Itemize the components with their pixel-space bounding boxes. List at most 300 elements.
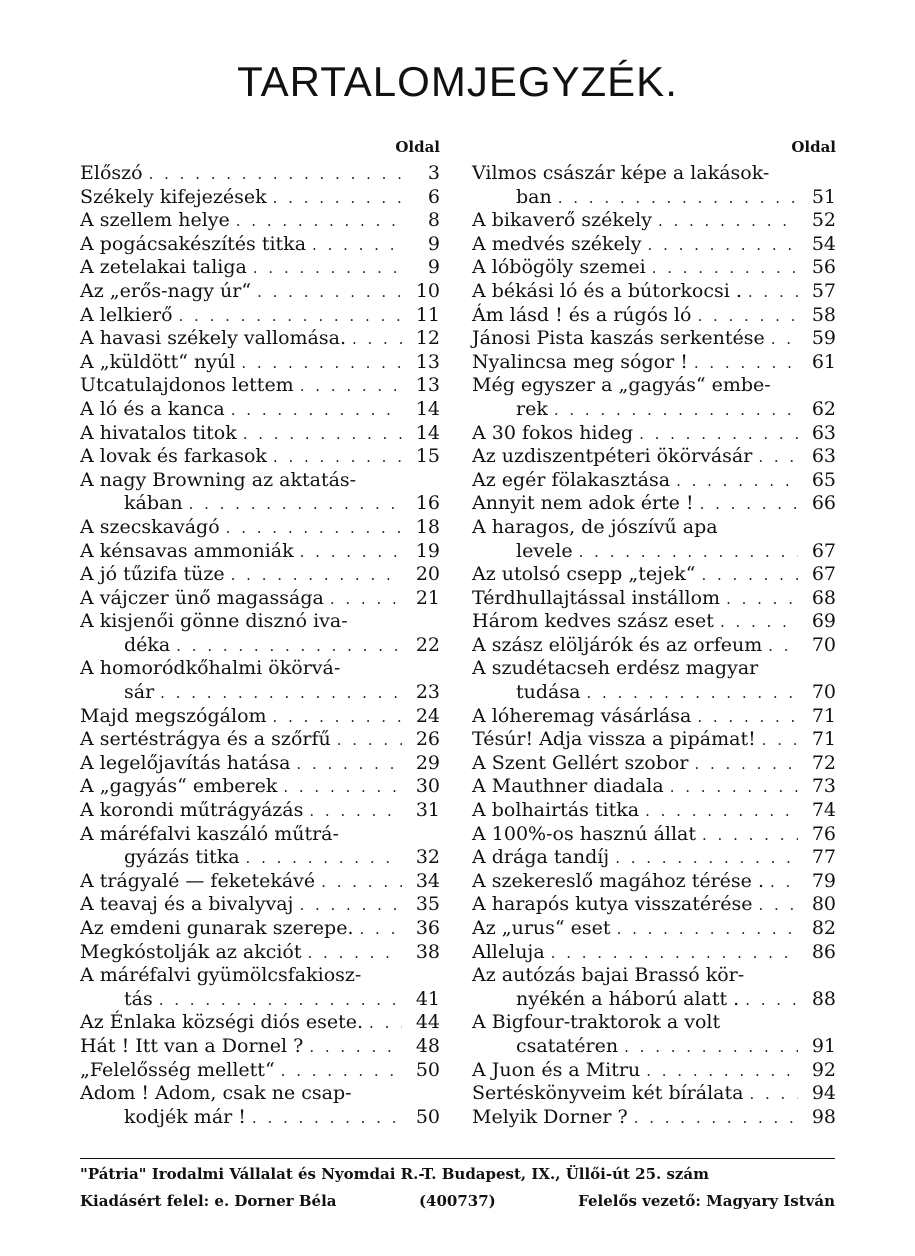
toc-entry-title: A szász elöljárók és az orfeum — [472, 633, 763, 656]
toc-right-column — [472, 138, 836, 1129]
dot-leader — [749, 1083, 798, 1107]
toc-entry-page: 80 — [811, 893, 836, 916]
dot-leader — [768, 635, 798, 659]
dot-leader — [758, 446, 798, 470]
toc-entry — [472, 563, 836, 587]
toc-entry — [80, 304, 440, 328]
toc-entry — [472, 634, 836, 658]
dot-leader — [586, 682, 798, 706]
dot-leader — [697, 706, 798, 730]
toc-entry — [472, 1059, 836, 1083]
toc-entry-title: Térdhullajtással instállom — [472, 586, 721, 609]
dot-leader — [554, 399, 798, 423]
toc-entry — [80, 469, 440, 493]
toc-entry — [80, 705, 440, 729]
toc-entry-page: 98 — [811, 1105, 836, 1128]
toc-entry-page: 56 — [811, 256, 836, 279]
toc-entry — [472, 893, 836, 917]
dot-leader — [646, 1060, 798, 1084]
toc-entry-page: 57 — [811, 279, 836, 302]
toc-entry — [80, 563, 440, 587]
toc-entry-title: A lóbögöly szemei — [472, 256, 646, 279]
toc-entry — [472, 374, 836, 398]
toc-entry-title: Még egyszer a „gagyás“ embe- — [472, 374, 771, 397]
toc-entry-page: 29 — [415, 751, 440, 774]
toc-entry — [80, 917, 440, 941]
toc-entry — [80, 988, 440, 1012]
toc-entry-title: Az autózás bajai Brassó kör- — [472, 964, 745, 987]
toc-entry — [80, 374, 440, 398]
toc-entry-page: 35 — [415, 893, 440, 916]
toc-entry — [472, 941, 836, 965]
toc-entry-title: levele — [516, 539, 573, 562]
toc-entry — [80, 516, 440, 540]
imprint-footer — [80, 1158, 835, 1213]
toc-entry-title: A zetelakai taliga — [80, 256, 247, 279]
dot-leader — [645, 800, 798, 824]
dot-leader — [758, 894, 798, 918]
toc-entry-title: A máréfalvi kaszáló műtrá- — [80, 822, 339, 845]
toc-entry — [80, 280, 440, 304]
toc-entry — [472, 775, 836, 799]
toc-entry — [472, 1106, 836, 1130]
toc-entry-title: A máréfalvi gyümölcsfakiosz- — [80, 964, 362, 987]
toc-list-right — [472, 162, 836, 1129]
toc-entry-title: A nagy Browning az aktatás- — [80, 468, 357, 491]
toc-entry-title: Tésúr! Adja vissza a pipámat! — [472, 728, 756, 751]
toc-entry-page: 23 — [415, 681, 440, 704]
dot-leader — [176, 635, 402, 659]
imprint-line-1 — [80, 1163, 835, 1186]
dot-leader — [179, 305, 402, 329]
toc-entry-title: A lelkierő — [80, 303, 173, 326]
toc-entry-title: Az „urus“ eset — [472, 917, 611, 939]
toc-entry-title: Hát ! Itt van a Dornel ? — [80, 1034, 304, 1057]
toc-entry-page: 79 — [811, 869, 836, 892]
toc-entry-page: 70 — [811, 633, 836, 656]
toc-entry-title: A Juon és a Mitru — [472, 1058, 641, 1081]
toc-entry-title: A sertéstrágya és a szőrfű — [80, 728, 331, 751]
dot-leader — [670, 776, 798, 800]
toc-entry — [80, 634, 440, 658]
toc-entry — [472, 492, 836, 516]
toc-entry-title: A lovak és farkasok — [80, 445, 267, 468]
dot-leader — [149, 163, 402, 187]
toc-left-column — [80, 138, 440, 1129]
toc-entry — [472, 681, 836, 705]
toc-entry-title: A 100%-os hasznú állat — [472, 822, 697, 845]
toc-entry-title: A Szent Gellért szobor — [472, 751, 689, 774]
toc-entry-title: Az utolsó csepp „tejek“ — [472, 563, 696, 586]
toc-entry-title: „Felelősség mellett“ — [80, 1058, 275, 1081]
dot-leader — [770, 871, 798, 895]
toc-entry-page: 19 — [415, 539, 440, 562]
toc-entry — [80, 1082, 440, 1106]
toc-entry-page: 72 — [811, 751, 836, 774]
toc-entry-page: 34 — [415, 869, 440, 892]
toc-entry-title: Három kedves szász eset — [472, 610, 714, 633]
dot-leader — [236, 210, 402, 234]
dot-leader — [159, 989, 402, 1013]
toc-entry-title: A szekereslő magához térése . — [472, 869, 764, 892]
toc-entry-page: 21 — [415, 586, 440, 609]
dot-leader — [309, 1036, 402, 1060]
toc-entry — [472, 657, 836, 681]
toc-entry-page: 48 — [415, 1034, 440, 1057]
toc-entry-title: A trágyalé — feketekávé — [80, 869, 316, 892]
toc-entry — [80, 233, 440, 257]
dot-leader — [226, 517, 402, 541]
toc-entry-page: 14 — [415, 421, 440, 444]
dot-leader — [253, 257, 402, 281]
toc-entry — [80, 964, 440, 988]
toc-entry — [472, 610, 836, 634]
dot-leader — [273, 706, 402, 730]
toc-entry-title: A „gagyás“ emberek — [80, 775, 278, 798]
dot-leader — [299, 894, 402, 918]
dot-leader — [300, 541, 402, 565]
toc-entry — [80, 445, 440, 469]
toc-entry-page: 15 — [415, 445, 440, 468]
toc-entry — [472, 469, 836, 493]
toc-entry — [80, 1059, 440, 1083]
dot-leader — [337, 729, 402, 753]
toc-entry — [80, 657, 440, 681]
toc-entry — [80, 540, 440, 564]
dot-leader — [615, 847, 798, 871]
toc-entry-page: 76 — [811, 822, 836, 845]
toc-entry-title: A havasi székely vallomása. — [80, 327, 346, 350]
dot-leader — [352, 328, 402, 352]
toc-entry-page: 50 — [415, 1058, 440, 1081]
dot-leader — [243, 423, 402, 447]
toc-entry — [472, 1082, 836, 1106]
dot-leader — [330, 588, 402, 612]
toc-entry-title: Annyit nem adok érte ! — [472, 492, 694, 515]
toc-entry-page: 52 — [811, 209, 836, 232]
dot-leader — [257, 281, 402, 305]
toc-entry-page: 67 — [811, 563, 836, 586]
toc-entry-title: Megkóstolják az akciót — [80, 940, 302, 963]
dot-leader — [231, 399, 402, 423]
toc-entry-title: A teavaj és a bivalyvaj — [80, 893, 294, 916]
toc-entry-page: 77 — [811, 846, 836, 869]
toc-entry-title: Előszó — [80, 162, 143, 184]
toc-entry-title: tás — [124, 987, 153, 1010]
toc-entry-title: A vájczer ünő magassága — [80, 586, 324, 609]
toc-entry-page: 58 — [811, 303, 836, 326]
toc-entry — [80, 775, 440, 799]
toc-entry — [472, 422, 836, 446]
toc-entry-title: Nyalincsa meg sógor ! — [472, 350, 688, 373]
toc-entry-title: A drága tandíj — [472, 846, 610, 869]
toc-entry-title: Alleluja — [472, 940, 545, 963]
dot-leader — [624, 1036, 798, 1060]
toc-entry-title: A legelőjavítás hatása — [80, 751, 291, 774]
toc-entry-title: kodjék már ! — [124, 1105, 246, 1128]
toc-entry-title: A harapós kutya visszatérése — [472, 893, 753, 916]
print-number: (400737) — [418, 1192, 496, 1210]
toc-entry — [472, 280, 836, 304]
toc-entry — [80, 327, 440, 351]
toc-entry-page: 36 — [415, 917, 440, 939]
toc-entry-title: Vilmos császár képe a lakások- — [472, 162, 770, 184]
toc-entry — [80, 870, 440, 894]
toc-entry-title: sár — [124, 681, 155, 704]
dot-leader — [321, 871, 402, 895]
toc-entry-title: kában — [124, 492, 183, 515]
toc-entry — [472, 988, 836, 1012]
toc-entry — [80, 1106, 440, 1130]
dot-leader — [160, 682, 402, 706]
dot-leader — [283, 776, 402, 800]
toc-entry-title: A Bigfour-traktorok a volt — [472, 1011, 721, 1034]
toc-list-left — [80, 162, 440, 1129]
toc-entry — [472, 351, 836, 375]
publisher-text: "Pátria" Irodalmi Vállalat és Nyomdai R.-T. Budapest, IX., Üllői-út 25. szám — [80, 1165, 710, 1183]
toc-entry-page: 82 — [811, 917, 836, 939]
toc-entry-title: tudása — [516, 681, 581, 704]
dot-leader — [252, 1107, 402, 1131]
dot-leader — [694, 352, 798, 376]
toc-entry-page: 31 — [415, 799, 440, 822]
toc-entry-title: A szellem helye — [80, 209, 230, 232]
toc-entry-title: A szudétacseh erdész magyar — [472, 657, 759, 680]
toc-entry-title: A 30 fokos hideg — [472, 421, 634, 444]
toc-entry — [80, 186, 440, 210]
dot-leader — [309, 800, 402, 824]
toc-entry-page: 20 — [415, 563, 440, 586]
toc-entry-page: 62 — [811, 397, 836, 420]
toc-entry — [472, 445, 836, 469]
toc-entry-title: A „küldött“ nyúl — [80, 350, 236, 373]
toc-entry — [472, 705, 836, 729]
toc-entry-title: A bikaverő székely — [472, 209, 652, 232]
toc-entry — [472, 186, 836, 210]
toc-entry-page: 32 — [415, 846, 440, 869]
dot-leader — [702, 824, 798, 848]
page-column-label: Oldal — [395, 138, 440, 156]
dot-leader — [189, 493, 402, 517]
dot-leader — [300, 375, 402, 399]
dot-leader — [697, 305, 798, 329]
toc-entry — [80, 398, 440, 422]
dot-leader — [720, 611, 798, 635]
dot-leader — [676, 470, 798, 494]
toc-entry — [472, 1035, 836, 1059]
toc-entry-page: 9 — [427, 232, 440, 255]
toc-entry — [80, 728, 440, 752]
toc-entry-title: A lóheremag vásárlása — [472, 704, 692, 727]
dot-leader — [558, 187, 798, 211]
toc-entry — [472, 846, 836, 870]
toc-entry-page: 61 — [811, 350, 836, 373]
toc-entry — [472, 964, 836, 988]
toc-entry-title: Az egér fölakasztása — [472, 468, 671, 491]
toc-entry-page: 6 — [427, 185, 440, 208]
toc-entry-title: Az uzdiszentpéteri ökörvásár — [472, 445, 753, 468]
toc-entry — [80, 162, 440, 186]
dot-leader — [748, 281, 798, 305]
dot-leader — [308, 942, 403, 966]
toc-entry-page: 63 — [811, 445, 836, 468]
toc-entry-page: 50 — [415, 1105, 440, 1128]
toc-entry — [80, 799, 440, 823]
dot-leader — [273, 446, 402, 470]
toc-entry-page: 65 — [811, 468, 836, 491]
toc-entry-title: A Mauthner diadala — [472, 775, 664, 798]
toc-entry — [80, 1035, 440, 1059]
toc-entry-page: 16 — [415, 492, 440, 515]
dot-leader — [296, 753, 402, 777]
toc-entry — [472, 587, 836, 611]
toc-entry-title: Jánosi Pista kaszás serkentése — [472, 327, 765, 350]
toc-entry-title: A bolhairtás titka — [472, 799, 640, 822]
dot-leader — [617, 918, 798, 942]
toc-entry-page: 54 — [811, 232, 836, 255]
toc-entry — [472, 799, 836, 823]
toc-entry — [80, 823, 440, 847]
toc-entry-title: A haragos, de jószívű apa — [472, 515, 718, 538]
manager-responsible: Felelős vezető: Magyary István — [578, 1192, 835, 1210]
toc-entry-page: 63 — [811, 421, 836, 444]
toc-entry-title: A jó tűzifa tüze — [80, 563, 225, 586]
toc-entry-page: 8 — [427, 209, 440, 232]
toc-entry — [472, 516, 836, 540]
toc-entry — [80, 846, 440, 870]
toc-entry-page: 73 — [811, 775, 836, 798]
dot-leader — [652, 257, 798, 281]
toc-entry-title: Ám lásd ! és a rúgós ló — [472, 303, 692, 326]
dot-leader — [551, 942, 798, 966]
toc-entry — [472, 327, 836, 351]
toc-entry-title: A ló és a kanca — [80, 397, 225, 420]
toc-entry — [472, 870, 836, 894]
toc-entry — [472, 256, 836, 280]
imprint-line-2 — [80, 1190, 835, 1213]
dot-leader — [762, 729, 798, 753]
toc-entry-page: 13 — [415, 350, 440, 373]
page-title: TARTALOMJEGYZÉK. — [237, 58, 678, 105]
toc-entry-title: nyékén a háború alatt . — [516, 987, 740, 1010]
dot-leader — [241, 352, 402, 376]
toc-entry-page: 18 — [415, 515, 440, 538]
dot-leader — [312, 234, 402, 258]
toc-entry-title: rek — [516, 397, 548, 420]
toc-entry-page: 70 — [811, 681, 836, 704]
toc-entry — [472, 540, 836, 564]
toc-entry — [472, 209, 836, 233]
toc-entry-page: 68 — [811, 586, 836, 609]
toc-entry-page: 74 — [811, 799, 836, 822]
toc-entry-page: 30 — [415, 775, 440, 798]
toc-entry-title: Majd megszógálom — [80, 704, 267, 727]
toc-entry-page: 14 — [415, 397, 440, 420]
dot-leader — [634, 1107, 798, 1131]
toc-entry — [472, 233, 836, 257]
dot-leader — [700, 493, 798, 517]
toc-entry — [80, 893, 440, 917]
toc-entry-page: 69 — [811, 610, 836, 633]
toc-entry-title: Melyik Dorner ? — [472, 1105, 628, 1128]
toc-entry-title: A kisjenői gönne disznó iva- — [80, 610, 348, 633]
toc-entry-page: 10 — [415, 279, 440, 302]
toc-entry-page: 94 — [811, 1082, 836, 1105]
toc-entry-title: Adom ! Adom, csak ne csap- — [80, 1082, 352, 1105]
dot-leader — [701, 564, 798, 588]
dot-leader — [360, 918, 403, 942]
toc-entry-page: 59 — [811, 327, 836, 350]
dot-leader — [658, 210, 798, 234]
toc-entry-page: 71 — [811, 728, 836, 751]
page-column-label: Oldal — [791, 138, 836, 156]
toc-entry — [472, 162, 836, 186]
toc-entry-page: 88 — [811, 987, 836, 1010]
dot-leader — [726, 588, 798, 612]
toc-entry-title: Az „erős-nagy úr“ — [80, 279, 252, 302]
toc-entry-page: 41 — [415, 987, 440, 1010]
dot-leader — [639, 423, 798, 447]
publisher-responsible: Kiadásért felel: e. Dorner Béla — [80, 1192, 337, 1210]
toc-entry-page: 66 — [811, 492, 836, 515]
toc-entry — [80, 422, 440, 446]
toc-entry-page: 67 — [811, 539, 836, 562]
dot-leader — [745, 989, 798, 1013]
dot-leader — [281, 1060, 402, 1084]
toc-entry-title: Sertéskönyveim két bírálata — [472, 1082, 744, 1105]
toc-entry — [80, 587, 440, 611]
toc-entry — [80, 209, 440, 233]
toc-entry — [472, 304, 836, 328]
toc-entry — [80, 1011, 440, 1035]
toc-entry-page: 44 — [415, 1011, 440, 1034]
toc-entry — [80, 492, 440, 516]
toc-entry-title: A homoródkőhalmi ökörvá- — [80, 657, 341, 680]
toc-entry — [80, 941, 440, 965]
toc-entry-page: 22 — [415, 633, 440, 656]
dot-leader — [579, 541, 798, 565]
toc-entry — [472, 398, 836, 422]
toc-entry — [472, 1011, 836, 1035]
toc-entry-page: 71 — [811, 704, 836, 727]
toc-entry-page: 3 — [427, 162, 440, 184]
toc-entry-title: Az emdeni gunarak szerepe. — [80, 917, 354, 939]
toc-entry-page: 38 — [415, 940, 440, 963]
toc-entry — [80, 351, 440, 375]
toc-entry-title: A szecskavágó — [80, 515, 220, 538]
dot-leader — [369, 1012, 402, 1036]
toc-entry — [80, 256, 440, 280]
toc-entry — [472, 728, 836, 752]
toc-entry-page: 86 — [811, 940, 836, 963]
toc-entry-title: Az Énlaka községi diós esete. — [80, 1011, 364, 1034]
toc-entry-title: A békási ló és a bútorkocsi . — [472, 279, 742, 302]
toc-entry-title: gyázás titka — [124, 846, 240, 869]
toc-entry-title: A pogácsakészítés titka — [80, 232, 307, 255]
toc-entry-title: A hivatalos titok — [80, 421, 237, 444]
toc-entry-page: 91 — [811, 1034, 836, 1057]
dot-leader — [694, 753, 798, 777]
toc-entry — [80, 610, 440, 634]
dot-leader — [246, 847, 402, 871]
toc-entry-title: Utcatulajdonos lettem — [80, 374, 294, 397]
dot-leader — [231, 564, 402, 588]
toc-entry-title: ban — [516, 185, 552, 208]
toc-entry — [472, 823, 836, 847]
toc-entry-title: csatatéren — [516, 1034, 619, 1057]
toc-entry-page: 13 — [415, 374, 440, 397]
toc-entry — [80, 752, 440, 776]
